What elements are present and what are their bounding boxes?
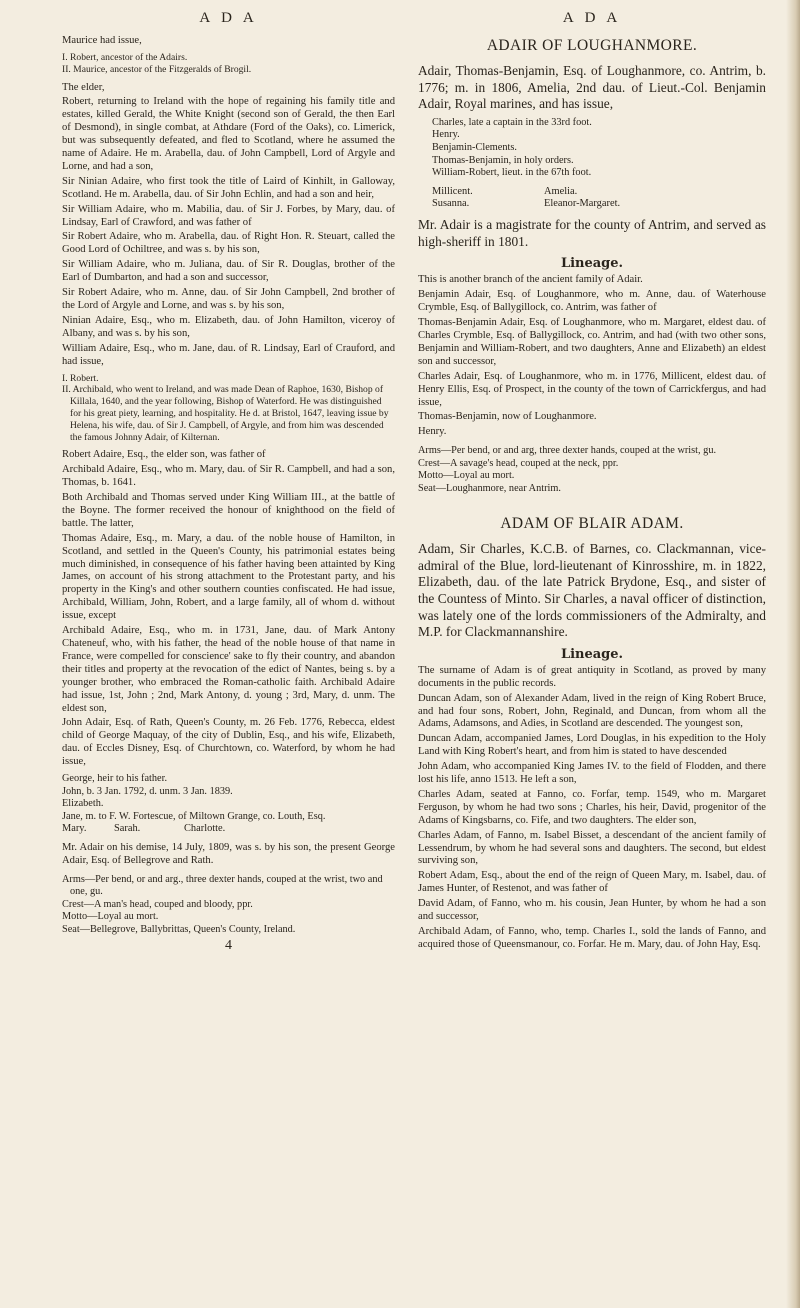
paragraph: Charles Adam, seated at Fanno, co. Forfar, temp. 1549, who m. Margaret Ferguson, by whom he had two sons ; Charles, his heir, David, progenitor of the Adams of Kingsbarns, co. Fife, and two daughters. The elder son,	[418, 788, 766, 826]
paragraph: Thomas-Benjamin, now of Loughanmore.	[418, 411, 597, 423]
arms-line: Arms—Per bend, or and arg, three dexter hands, couped at the wrist, gu.	[418, 445, 717, 457]
list-item: George, heir to his father.	[62, 773, 168, 785]
paragraph: John Adair, Esq. of Rath, Queen's County, m. 26 Feb. 1776, Rebecca, eldest child of George Maquay, of the city of Dublin, Esq., and his wife, Elizabeth, dau. of Eccles Disney, Esq. of Churchtown, co. Waterford, by whom he had issue,	[62, 717, 395, 768]
paragraph: Archibald Adaire, Esq., who m. in 1731, Jane, dau. of Mark Antony Chateneuf, who, with his father, the head of the noble house of that name in France, were compelled for conscience' sake to fly their country, and abandon their titles and property at the revocation of the edict of Nantes, being s. by a younger brother, who embraced the Roman-catholic faith. Archibald Adaire had issue, 1st, John ; 2nd, Mark Antony, d. young ; 3rd, Mary, d. unm. The eldest son,	[62, 625, 395, 714]
paragraph: Henry.	[418, 426, 447, 438]
list-item: Sarah.	[114, 823, 141, 835]
paragraph: Robert Adam, Esq., about the end of the reign of Queen Mary, m. Isabel, dau. of James Hunter, of Restenot, and was father of	[418, 870, 766, 895]
paragraph: Sir Ninian Adaire, who first took the title of Laird of Kinhilt, in Galloway, Scotland. He m. Arabella, dau. of Sir John Echlin, and had a son and heir,	[62, 175, 395, 200]
list-item: Amelia.	[544, 185, 578, 197]
running-header-right: A D A	[562, 10, 622, 26]
paragraph-intro: Adam, Sir Charles, K.C.B. of Barnes, co. Clackmannan, vice-admiral of the Blue, lord-lieutenant of Kinrosshire, m. in 1822, Elizabeth, dau. of the late Patrick Brydone, Esq., and sister of the Countess of Minto. Sir Charles, a naval officer of distinction, was lately one of the lords commissioners of the Admiralty, and M.P. for Clackmannanshire.	[418, 541, 766, 640]
motto-line: Motto—Loyal au mort.	[62, 911, 159, 923]
list-item: Elizabeth.	[62, 798, 104, 810]
paragraph: William Adaire, Esq., who m. Jane, dau. of R. Lindsay, Earl of Crauford, and had issue,	[62, 342, 395, 367]
sons-list	[62, 52, 395, 76]
paragraph: Duncan Adam, accompanied James, Lord Douglas, in his expedition to the Holy Land with King Robert's heart, and from him is stated to have descended	[418, 733, 766, 758]
paragraph: Sir Robert Adaire, who m. Arabella, dau. of Right Hon. R. Steuart, called the Good Lord of Ochiltree, and was s. by his son,	[62, 231, 395, 256]
list-item: I. Robert, ancestor of the Adairs.	[62, 51, 188, 63]
list-item: John, b. 3 Jan. 1792, d. unm. 3 Jan. 1839.	[62, 785, 233, 797]
lineage-heading: Lineage.	[560, 646, 624, 662]
issue-list	[62, 373, 395, 444]
paragraph-intro: Maurice had issue,	[62, 35, 142, 46]
paragraph: Charles Adair, Esq. of Loughanmore, who m. in 1776, Millicent, eldest dau. of Henry Ellis, Esq. of Prospect, in the county of the town of Carrickfergus, and had issue,	[418, 370, 766, 408]
seat-line: Seat—Loughanmore, near Antrim.	[418, 482, 561, 494]
left-column	[62, 10, 395, 954]
paragraph: Robert Adaire, Esq., the elder son, was father of	[62, 449, 266, 461]
list-item: Millicent.	[432, 185, 473, 197]
paragraph: Duncan Adam, son of Alexander Adam, lived in the reign of King Robert Bruce, and had four sons, Robert, John, Reginald, and Duncan, from whom all the Adams, Adamsons, and Adies, in Scotland are descended. The youngest son,	[418, 692, 766, 730]
daughters-row	[62, 823, 395, 836]
heraldry-block	[418, 445, 766, 495]
daughters-grid	[418, 186, 766, 211]
paragraph: Sir Robert Adaire, who m. Anne, dau. of Sir John Campbell, 2nd brother of the Lord of Argyle and Lorne, and was s. by his son,	[62, 287, 395, 311]
paragraph: The elder,	[62, 81, 105, 93]
list-item: Thomas-Benjamin, in holy orders.	[432, 154, 574, 166]
list-item: Henry.	[432, 129, 460, 141]
paragraph: Sir William Adaire, who m. Mabilia, dau. of Sir J. Forbes, by Mary, dau. of Lindsay, Earl of Crawford, and was father of	[62, 203, 395, 228]
paragraph: Robert, returning to Ireland with the hope of regaining his family title and estates, killed Gerald, the White Knight (second son of Gerald, the then Earl of Desmond), in single combat, at Athdare (Ford of the Oaks), co. Limerick, but was subsequently defeated, and fled to Scotland, where he assumed the name of Adaire. He m. Arabella, dau. of John Campbell, Lord of Argyle and Lorne, and had a son,	[62, 96, 395, 172]
list-item: Mary.	[62, 823, 87, 835]
paragraph: Mr. Adair on his demise, 14 July, 1809, was s. by his son, the present George Adair, Esq. of Bellegrove and Rath.	[62, 842, 395, 867]
list-item: Charles, late a captain in the 33rd foot.	[432, 116, 592, 128]
list-item: Eleanor-Margaret.	[544, 198, 621, 210]
list-item: Charlotte.	[184, 823, 226, 835]
heraldry-block	[62, 874, 395, 937]
list-item: Susanna.	[432, 198, 470, 210]
page-number: 4	[225, 938, 232, 954]
paragraph: Thomas-Benjamin Adair, Esq. of Loughanmore, who m. Margaret, eldest dau. of Charles Crymble, Esq. of Ballygillock, co. Antrim, and had (with two other sons, Benjamin and William-Robert, and two daughters, Anne and Elizabeth) an eldest son and successor,	[418, 317, 766, 367]
paragraph: Archibald Adam, of Fanno, who, temp. Charles I., sold the lands of Fanno, and acquired those of Queensmanour, co. Forfar. He m. Mary, dau. of John Hay, Esq.	[418, 926, 766, 950]
paragraph: John Adam, who accompanied King James IV. to the field of Flodden, and there lost his life, anno 1513. He left a son,	[418, 761, 766, 786]
list-item: II. Archibald, who went to Ireland, and was made Dean of Raphoe, 1630, Bishop of Killala, 1640, and the year following, Bishop of Waterford. He was distinguished for his great piety, learning, and hospitality. He d. at Bristol, 1647, leaving issue by Helena, his wife, dau. of Sir J. Campbell, of Argyle, and from him was descended the famous Johnny Adair, of Kilternan.	[62, 384, 389, 443]
family-list	[62, 773, 395, 836]
paragraph-intro: Adair, Thomas-Benjamin, Esq. of Loughanmore, co. Antrim, b. 1776; m. in 1806, Amelia, 2nd dau. of Lieut.-Col. Benjamin Adair, Royal marines, and has issue,	[418, 63, 766, 112]
paragraph: Archibald Adaire, Esq., who m. Mary, dau. of Sir R. Campbell, and had a son, Thomas, b. 1641.	[62, 464, 395, 489]
paragraph: Both Archibald and Thomas served under King William III., at the battle of the Boyne. The former received the honour of knighthood on the field of battle. The latter,	[62, 492, 395, 529]
seat-line: Seat—Bellegrove, Ballybrittas, Queen's County, Ireland.	[62, 923, 296, 935]
running-header-left: A D A	[199, 10, 258, 26]
paragraph: The surname of Adam is of great antiquity in Scotland, as proved by many documents in the public records.	[418, 664, 766, 689]
paragraph: This is another branch of the ancient family of Adair.	[418, 274, 643, 286]
issue-list	[418, 117, 766, 180]
list-item: II. Maurice, ancestor of the Fitzgeralds of Brogil.	[62, 63, 252, 75]
list-item: I. Robert.	[62, 372, 99, 384]
paragraph: David Adam, of Fanno, who m. his cousin, Jean Hunter, by whom he had a son and successor,	[418, 898, 766, 923]
crest-line: Crest—A man's head, couped and bloody, ppr.	[62, 898, 253, 910]
paragraph: Ninian Adaire, Esq., who m. Elizabeth, dau. of John Hamilton, viceroy of Albany, and was s. by his son,	[62, 314, 395, 339]
motto-line: Motto—Loyal au mort.	[418, 470, 515, 482]
paragraph: Mr. Adair is a magistrate for the county of Antrim, and served as high-sheriff in 1801.	[418, 217, 766, 249]
lineage-heading: Lineage.	[560, 256, 624, 272]
crest-line: Crest—A savage's head, couped at the neck, ppr.	[418, 457, 619, 469]
right-column	[418, 10, 766, 954]
list-item: Jane, m. to F. W. Fortescue, of Miltown Grange, co. Louth, Esq.	[62, 810, 326, 822]
article-title-blair-adam: ADAM OF BLAIR ADAM.	[500, 515, 684, 533]
paragraph: Benjamin Adair, Esq. of Loughanmore, who m. Anne, dau. of Waterhouse Crymble, Esq. of Ballygillock, co. Antrim, was father of	[418, 289, 766, 314]
list-item: William-Robert, lieut. in the 67th foot.	[432, 167, 592, 179]
page-edge	[786, 0, 800, 1308]
paragraph: Thomas Adaire, Esq., m. Mary, a dau. of the noble house of Hamilton, in Scotland, and settled in the Queen's County, his patrimonial estates being much diminished, in consequence of his father having been attainted by King James, on account of his strong attachment to the Protestant party, and his property in the King's and other southern counties confiscated. He had issue, Archibald, William, John, Robert, and a large family, all of whom d. without issue, except	[62, 532, 395, 622]
list-item: Benjamin-Clements.	[432, 141, 517, 153]
paragraph: Charles Adam, of Fanno, m. Isabel Bisset, a descendant of the ancient family of Lessendrum, by whom he had several sons and daughters. The second, but eldest surviving son,	[418, 829, 766, 867]
arms-line: Arms—Per bend, or and arg., three dexter hands, couped at the wrist, two and one, gu.	[62, 873, 383, 898]
paragraph: Sir William Adaire, who m. Juliana, dau. of Sir R. Douglas, brother of the Earl of Dumbarton, and had a son and successor,	[62, 259, 395, 284]
article-title-loughanmore: ADAIR OF LOUGHANMORE.	[486, 37, 698, 54]
